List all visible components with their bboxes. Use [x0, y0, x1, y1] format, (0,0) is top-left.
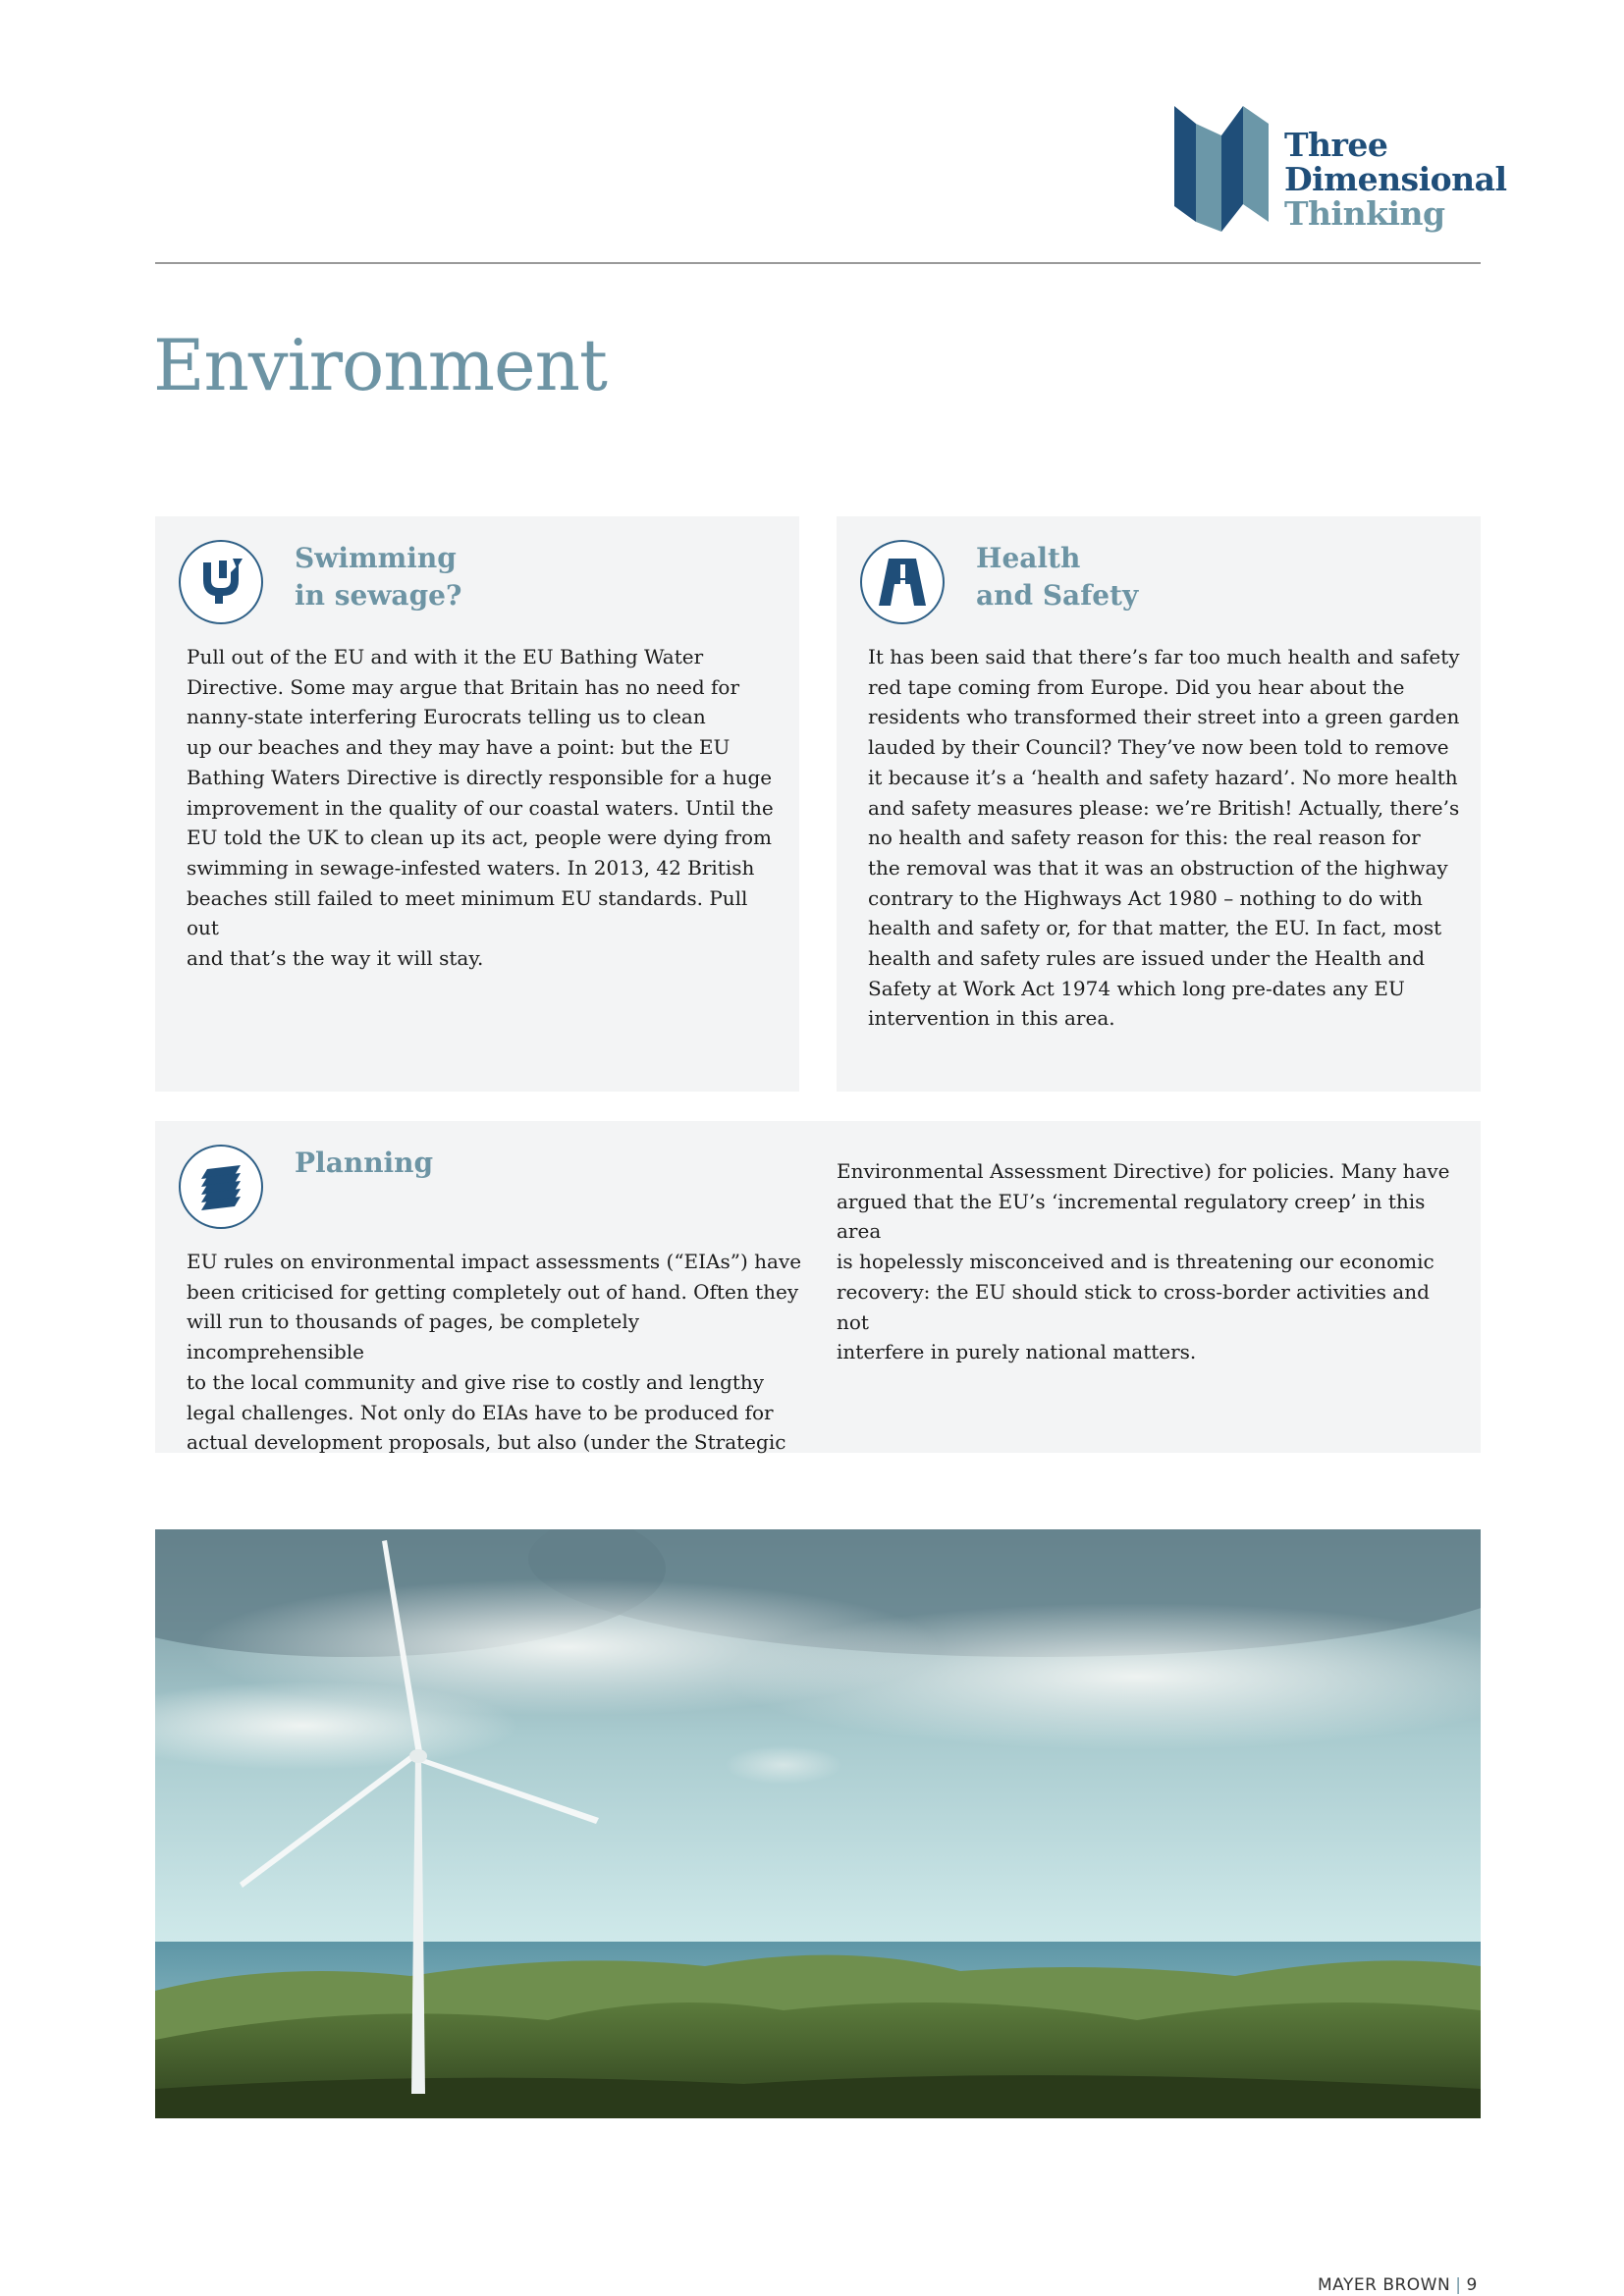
logo-wordmark: [1284, 128, 1507, 231]
wind-turbine-photo: [155, 1529, 1481, 2118]
body-line: Directive. Some may argue that Britain has no need for: [187, 674, 740, 699]
swimming-card-title: [295, 540, 461, 614]
body-line: the removal was that it was an obstruction of the highway: [868, 855, 1448, 880]
body-line: will run to thousands of pages, be completely incomprehensible: [187, 1309, 640, 1364]
body-line: EU told the UK to clean up its act, people were dying from: [187, 826, 773, 850]
health-safety-card-body: [868, 642, 1467, 1034]
body-line: lauded by their Council? They’ve now been told to remove: [868, 735, 1449, 760]
header-divider: [155, 262, 1481, 264]
body-line: is hopelessly misconceived and is threatening our economic: [837, 1250, 1435, 1274]
health-title-line-1: Health: [976, 542, 1081, 574]
swimming-title-line-1: Swimming: [295, 542, 457, 574]
body-line: and that’s the way it will stay.: [187, 946, 484, 971]
body-line: health and safety rules are issued under the Health and: [868, 946, 1426, 971]
body-line: improvement in the quality of our coastal waters. Until the: [187, 795, 774, 820]
sewage-icon: [179, 540, 263, 624]
body-line: no health and safety reason for this: the real reason for: [868, 826, 1421, 850]
warning-sign-icon: [860, 540, 945, 624]
brand-logo: [1174, 106, 1507, 239]
logo-line-1: Three: [1284, 126, 1388, 164]
body-line: up our beaches and they may have a point: but the EU: [187, 735, 731, 760]
logo-line-2: Dimensional: [1284, 160, 1507, 198]
body-line: argued that the EU’s ‘incremental regulatory creep’ in this area: [837, 1189, 1426, 1244]
swimming-card: [155, 516, 799, 1092]
planning-card: [155, 1121, 1481, 1453]
body-line: It has been said that there’s far too much health and safety: [868, 645, 1460, 668]
body-line: red tape coming from Europe. Did you hear about the: [868, 674, 1405, 699]
body-line: Pull out of the EU and with it the EU Bathing Water: [187, 645, 704, 668]
body-line: EU rules on environmental impact assessments (“EIAs”) have: [187, 1250, 802, 1273]
body-line: Bathing Waters Directive is directly responsible for a huge: [187, 765, 773, 789]
health-title-line-2: and Safety: [976, 579, 1139, 612]
body-line: been criticised for getting completely out of hand. Often they: [187, 1279, 799, 1304]
body-line: contrary to the Highways Act 1980 – nothing to do with: [868, 885, 1423, 910]
body-line: it because it’s a ‘health and safety hazard’. No more health: [868, 765, 1458, 789]
swimming-card-body: [187, 642, 785, 974]
swimming-title-line-2: in sewage?: [295, 579, 462, 612]
body-line: swimming in sewage-infested waters. In 2013, 42 British: [187, 855, 755, 880]
logo-line-3: Thinking: [1284, 194, 1445, 233]
document-stack-icon: [179, 1145, 263, 1229]
page-footer: [1318, 2275, 1478, 2295]
body-line: actual development proposals, but also (under the Strategic: [187, 1430, 786, 1455]
body-line: Environmental Assessment Directive) for policies. Many have: [837, 1159, 1450, 1183]
body-line: recovery: the EU should stick to cross-border activities and not: [837, 1279, 1430, 1334]
page-title: Environment: [153, 324, 607, 406]
body-line: and safety measures please: we’re British! Actually, there’s: [868, 795, 1460, 820]
body-line: Safety at Work Act 1974 which long pre-dates any EU: [868, 976, 1405, 1000]
body-line: beaches still failed to meet minimum EU standards. Pull out: [187, 885, 748, 940]
footer-brand: MAYER BROWN: [1318, 2275, 1451, 2295]
logo-mark-icon: [1174, 106, 1272, 232]
planning-card-body-right: [837, 1156, 1465, 1367]
planning-card-title: Planning: [295, 1147, 434, 1179]
health-safety-card: [837, 516, 1481, 1092]
footer-separator: |: [1455, 2275, 1462, 2295]
planning-card-body-left: [187, 1247, 807, 1458]
health-safety-card-title: [976, 540, 1138, 614]
body-line: residents who transformed their street into a green garden: [868, 705, 1460, 729]
body-line: legal challenges. Not only do EIAs have to be produced for: [187, 1400, 774, 1424]
body-line: nanny-state interfering Eurocrats telling us to clean: [187, 705, 706, 729]
body-line: to the local community and give rise to costly and lengthy: [187, 1369, 765, 1394]
page-number: 9: [1466, 2275, 1478, 2295]
body-line: interfere in purely national matters.: [837, 1340, 1197, 1364]
body-line: intervention in this area.: [868, 1006, 1115, 1031]
body-line: health and safety or, for that matter, the EU. In fact, most: [868, 916, 1442, 940]
